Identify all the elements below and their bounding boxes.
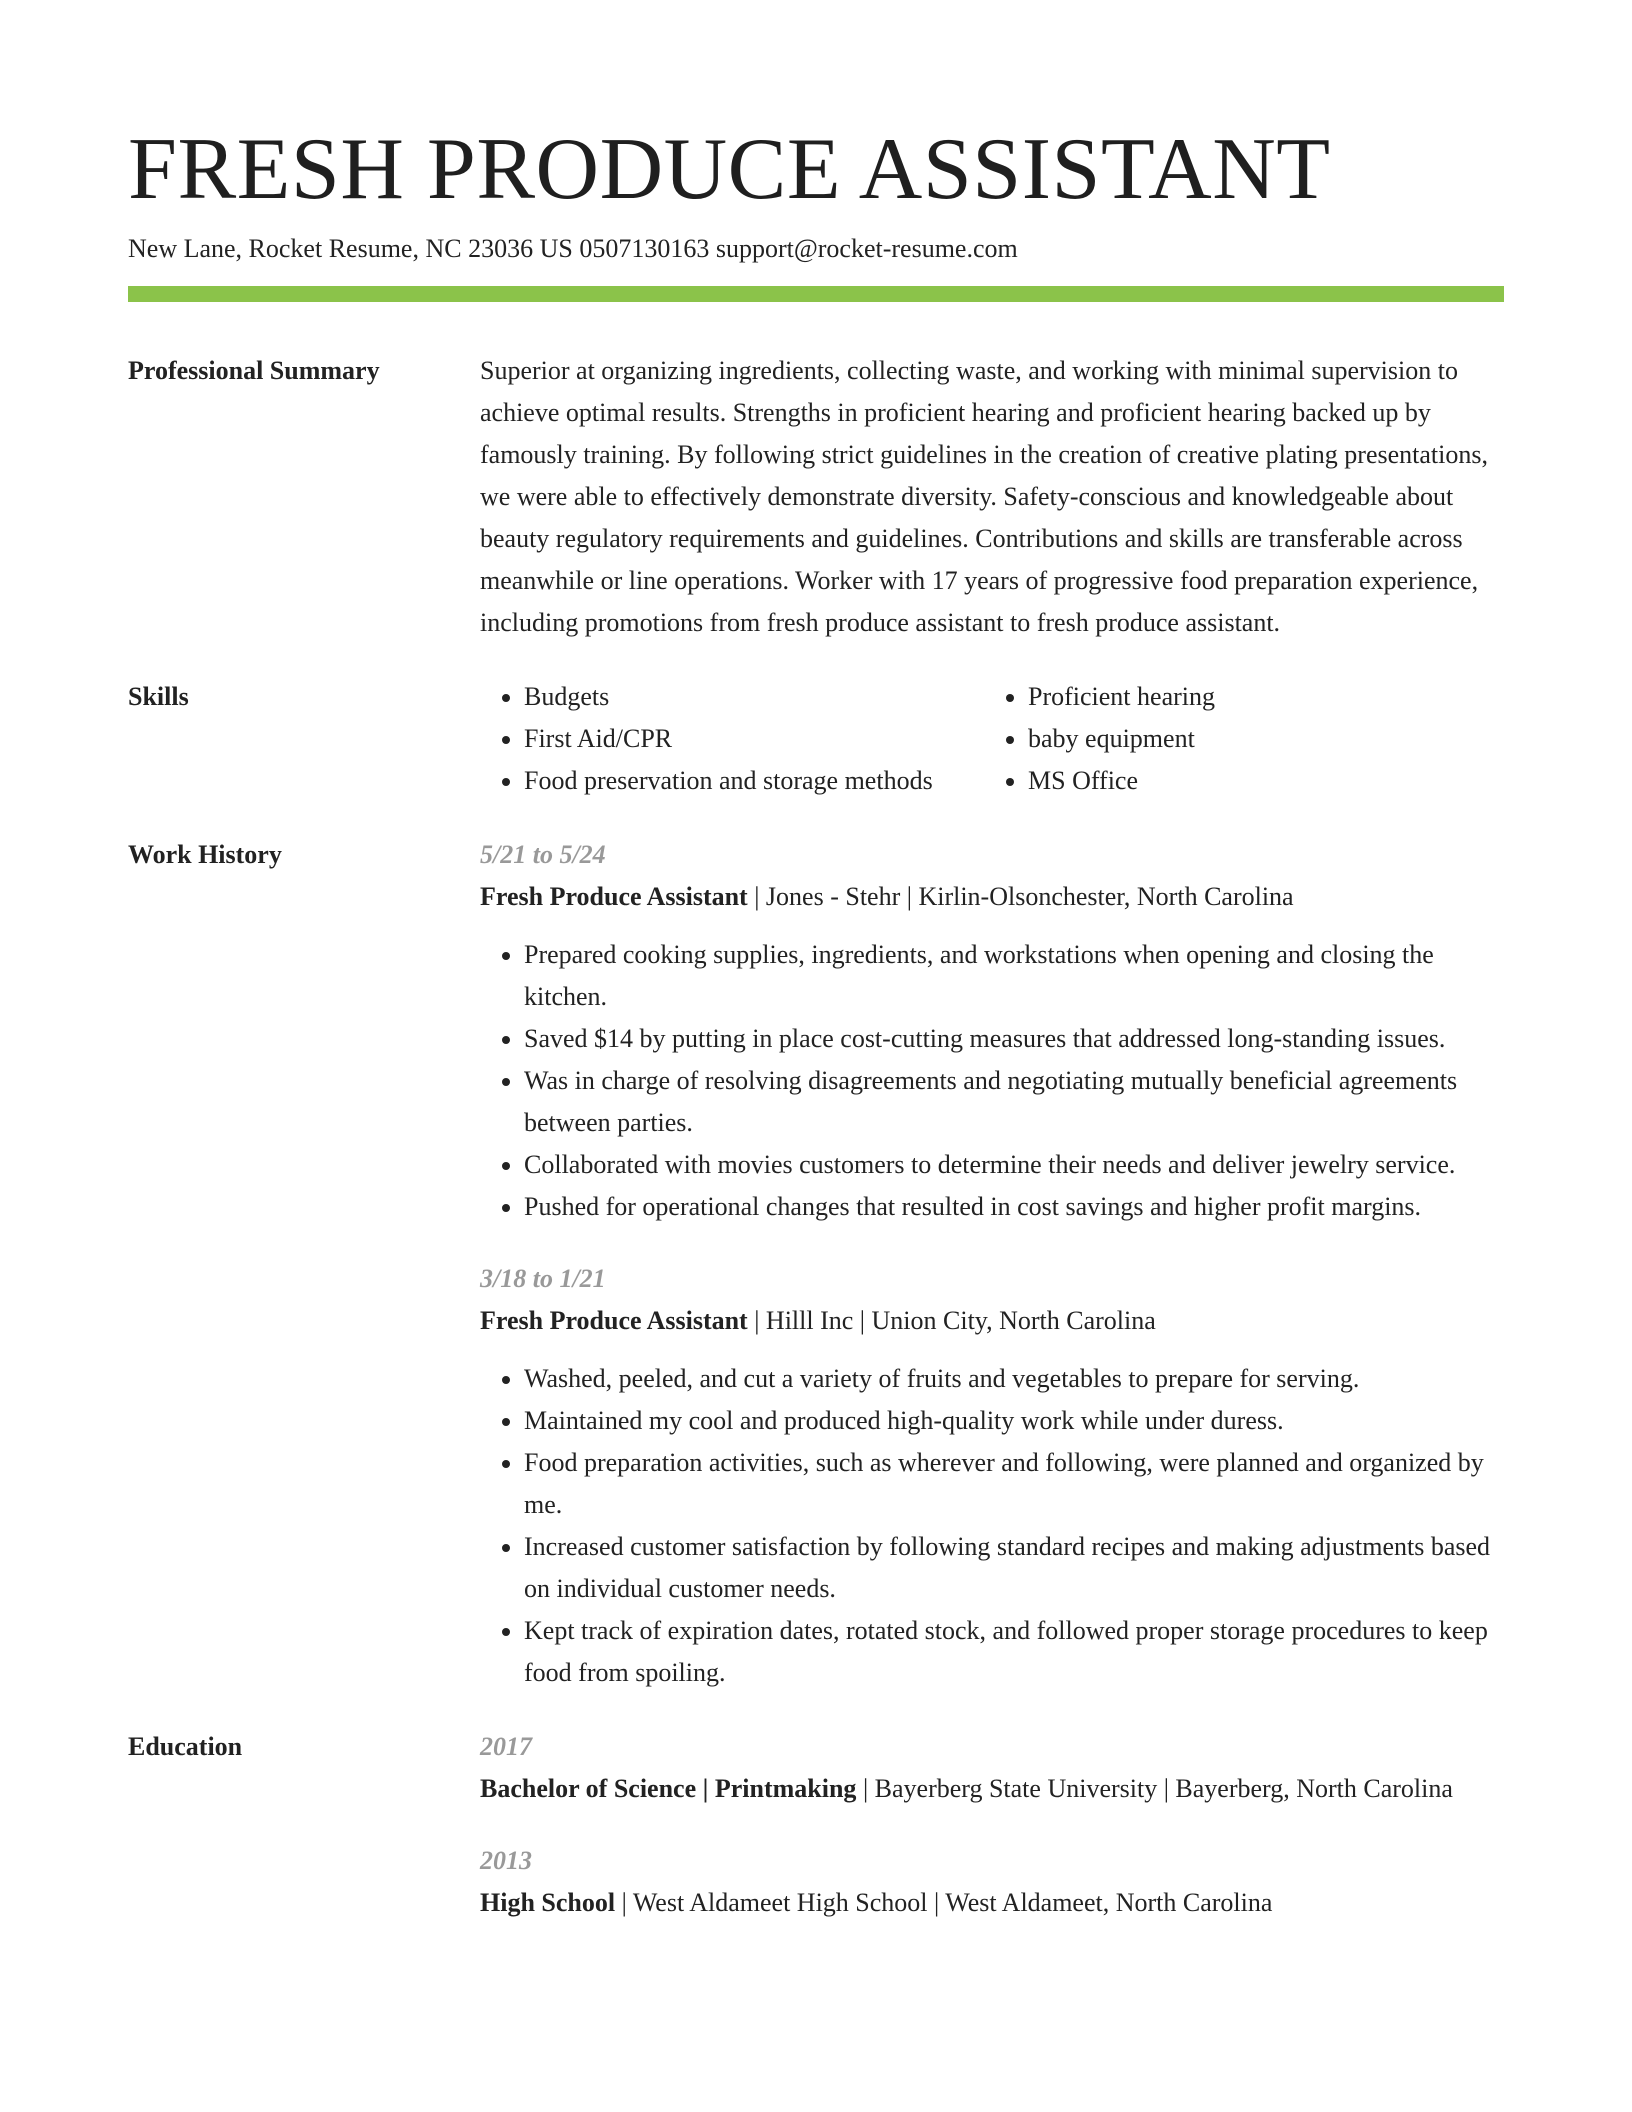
spacer <box>480 1228 1504 1258</box>
job-heading <box>480 876 1504 918</box>
job-details: | Jones - Stehr | Kirlin-Olsonchester, North Carolina <box>747 882 1294 911</box>
education-year: 2017 <box>480 1732 532 1761</box>
spacer <box>128 1694 1504 1726</box>
job-bullet: • Prepared cooking supplies, ingredients, and workstations when opening and closing the kitchen. <box>524 934 1504 1018</box>
section-title: Skills <box>128 682 189 711</box>
skill-item: • Budgets <box>524 676 984 718</box>
job-bullet: • Washed, peeled, and cut a variety of fruits and vegetables to prepare for serving. <box>524 1358 1504 1400</box>
skill-item: • Proficient hearing <box>1028 676 1504 718</box>
spacer <box>480 1810 1504 1840</box>
email: support@rocket-resume.com <box>715 234 1018 263</box>
education-details: | West Aldameet High School | West Aldameet, North Carolina <box>615 1888 1273 1917</box>
section-body <box>480 350 1504 644</box>
section-title: Work History <box>128 840 282 869</box>
skill-item: • baby equipment <box>1028 718 1504 760</box>
summary-section <box>128 350 1504 644</box>
job-entry <box>480 834 1504 1228</box>
job-position: Fresh Produce Assistant <box>480 882 748 911</box>
education-degree: High School <box>480 1888 616 1917</box>
education-entry <box>480 1726 1504 1810</box>
spacer <box>128 644 1504 676</box>
job-bullet: • Increased customer satisfaction by following standard recipes and making adjustments based on individual customer needs. <box>524 1526 1504 1610</box>
job-bullet: • Kept track of expiration dates, rotated stock, and followed proper storage procedures to keep food from spoiling. <box>524 1610 1504 1694</box>
education-heading <box>480 1882 1504 1924</box>
spacer <box>128 802 1504 834</box>
section-title: Education <box>128 1732 243 1761</box>
education-details: | Bayerberg State University | Bayerberg, North Carolina <box>856 1774 1453 1803</box>
section-body <box>480 676 1504 802</box>
skill-item: • First Aid/CPR <box>524 718 984 760</box>
phone: 0507130163 <box>579 234 710 263</box>
job-bullet: • Saved $14 by putting in place cost-cutting measures that addressed long-standing issues. <box>524 1018 1504 1060</box>
education-entry <box>480 1840 1504 1924</box>
job-bullet: • Collaborated with movies customers to determine their needs and deliver jewelry service. <box>524 1144 1504 1186</box>
address: New Lane, Rocket Resume, NC 23036 US <box>128 234 573 263</box>
job-bullets <box>480 1358 1504 1694</box>
job-position: Fresh Produce Assistant <box>480 1306 748 1335</box>
header-divider <box>128 286 1504 302</box>
skill-item: • Food preservation and storage methods <box>524 760 984 802</box>
candidate-name: FRESH PRODUCE ASSISTANT <box>128 121 1331 218</box>
education-degree: Bachelor of Science | Printmaking <box>480 1774 857 1803</box>
job-dates: 5/21 to 5/24 <box>480 840 606 869</box>
job-bullet: • Food preparation activities, such as wherever and following, were planned and organized by me. <box>524 1442 1504 1526</box>
job-bullet: • Maintained my cool and produced high-quality work while under duress. <box>524 1400 1504 1442</box>
skills-list <box>984 676 1504 802</box>
job-heading <box>480 1300 1504 1342</box>
job-details: | Hilll Inc | Union City, North Carolina <box>747 1306 1156 1335</box>
skills-list <box>480 676 984 802</box>
education-section <box>128 1726 1504 1924</box>
summary-text: Superior at organizing ingredients, collecting waste, and working with minimal supervision to achieve optimal results. Strengths in proficient hearing and proficient hearing backed up by famously training. By following strict guidelines in the creation of creative plating presentations, we were able to effectively demonstrate diversity. Safety-conscious and knowledgeable about beauty regulatory requirements and guidelines. Contributions and skills are transferable across meanwhile or line operations. Worker with 17 years of progressive food preparation experience, including promotions from fresh produce assistant to fresh produce assistant. <box>480 356 1488 637</box>
skills-section <box>128 676 1504 802</box>
education-heading <box>480 1768 1504 1810</box>
job-bullets <box>480 934 1504 1228</box>
skill-item: • MS Office <box>1028 760 1504 802</box>
section-body <box>480 834 1504 1694</box>
job-dates: 3/18 to 1/21 <box>480 1264 606 1293</box>
job-bullet: • Was in charge of resolving disagreements and negotiating mutually beneficial agreements between parties. <box>524 1060 1504 1144</box>
section-title: Professional Summary <box>128 356 380 385</box>
skills-columns <box>480 676 1504 802</box>
education-year: 2013 <box>480 1846 532 1875</box>
work-section <box>128 834 1504 1694</box>
contact-line <box>128 232 1018 266</box>
job-entry <box>480 1258 1504 1694</box>
resume-content <box>128 350 1504 1924</box>
job-bullet: • Pushed for operational changes that resulted in cost savings and higher profit margins. <box>524 1186 1504 1228</box>
section-body <box>480 1726 1504 1924</box>
